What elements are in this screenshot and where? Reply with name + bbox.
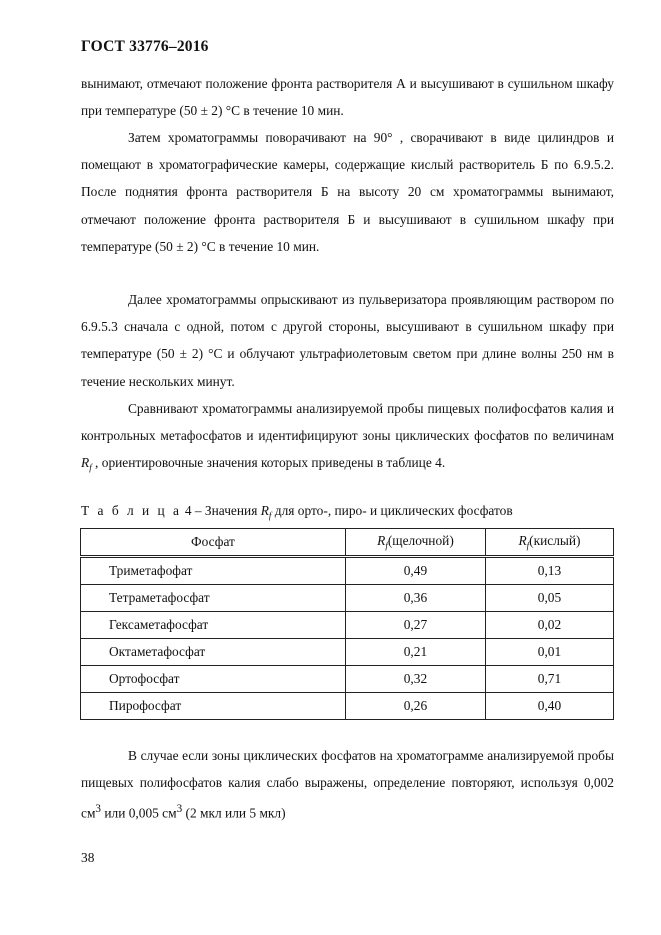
cell-phosphate-name: Пирофосфат	[81, 693, 346, 720]
cell-phosphate-name: Гексаметафосфат	[81, 612, 346, 639]
cell-rf-alkaline: 0,26	[345, 693, 485, 720]
table-caption-rf	[260, 503, 272, 521]
header-phosphate: Фосфат	[81, 529, 346, 557]
header-rf-alkaline	[345, 529, 485, 557]
table-caption	[81, 503, 513, 521]
cell-phosphate-name: Триметафофат	[81, 557, 346, 585]
cell-rf-alkaline: 0,27	[345, 612, 485, 639]
rf-letter: R	[377, 533, 386, 549]
table-row	[81, 666, 614, 693]
rf-subscript: f	[526, 540, 530, 551]
paragraph-5-text-mid: или 0,005 см	[101, 805, 177, 821]
rf-letter: R	[260, 503, 269, 518]
table-header-row	[81, 529, 614, 557]
paragraph-5	[81, 742, 614, 827]
page-number: 38	[81, 850, 95, 865]
header-acidic-label: (кислый)	[529, 533, 581, 549]
table-caption-number: 4 – Значения	[181, 503, 261, 518]
rf-symbol	[377, 533, 388, 551]
rf-letter: R	[518, 533, 527, 549]
paragraph-5-text-end: (2 мкл или 5 мкл)	[182, 805, 286, 821]
cell-phosphate-name: Тетраметафосфат	[81, 585, 346, 612]
cell-rf-alkaline: 0,49	[345, 557, 485, 585]
rf-symbol	[81, 455, 92, 474]
cell-rf-acidic: 0,40	[485, 693, 613, 720]
paragraph-5-text-start: В случае если зоны циклических фосфатов на хроматограмме анализируемой пробы пищевых полифосфатов калия слабо выражены, определение повторяют, используя 0,002 см	[81, 748, 614, 821]
cell-rf-alkaline: 0,32	[345, 666, 485, 693]
cell-rf-alkaline: 0,21	[345, 639, 485, 666]
paragraph-3: Далее хроматограммы опрыскивают из пульверизатора проявляющим раствором по 6.9.5.3 сначала с одной, потом с другой стороны, высушивают в сушильном шкафу при температуре (50 ± 2) °С и облучают ультрафиолетовым светом при длине волны 250 нм в течение нескольких минут.	[81, 292, 614, 389]
rf-subscript: f	[385, 540, 388, 551]
paragraph-4	[81, 395, 614, 482]
table-row	[81, 639, 614, 666]
table-row	[81, 693, 614, 720]
rf-symbol	[518, 533, 530, 551]
paragraph-1: вынимают, отмечают положение фронта растворителя А и высушивают в сушильном шкафу при температуре (50 ± 2) °С в течение 10 мин.	[81, 76, 614, 119]
table-caption-label: Т а б л и ц а	[81, 503, 182, 518]
table-caption-suffix: для орто-, пиро- и циклических фосфатов	[271, 503, 513, 518]
cell-phosphate-name: Ортофосфат	[81, 666, 346, 693]
superscript-cube: 3	[176, 803, 183, 816]
superscript-cube: 3	[95, 803, 101, 816]
standard-designation: ГОСТ 33776–2016	[81, 38, 209, 55]
cell-rf-acidic: 0,13	[485, 557, 613, 585]
rf-subscript: f	[268, 510, 272, 521]
table-row	[81, 585, 614, 612]
table-row	[81, 557, 614, 585]
paragraph-4-text-start: Сравнивают хроматограммы анализируемой пробы пищевых полифосфатов калия и контрольных метафосфатов и идентифицируют зоны циклических фосфатов по величинам	[81, 401, 614, 444]
paragraph-2: Затем хроматограммы поворачивают на 90° , сворачивают в виде цилиндров и помещают в хроматографические камеры, содержащие кислый растворитель Б по 6.9.5.2. После поднятия фронта растворителя Б на высоту 20 см хроматограммы вынимают, отмечают положение фронта растворителя Б и высушивают в сушильном шкафу при температуре (50 ± 2) °С в течение 10 мин.	[81, 130, 614, 254]
cell-rf-acidic: 0,05	[485, 585, 613, 612]
rf-letter: R	[81, 455, 90, 471]
rf-subscript: f	[89, 463, 92, 474]
cell-rf-acidic: 0,71	[485, 666, 613, 693]
rf-values-table	[80, 528, 614, 720]
header-alkaline-label: (щелочной)	[387, 533, 454, 549]
table-row	[81, 612, 614, 639]
cell-phosphate-name: Октаметафосфат	[81, 639, 346, 666]
paragraph-4-text-end: , ориентировочные значения которых приведены в таблице 4.	[91, 455, 446, 471]
cell-rf-alkaline: 0,36	[345, 585, 485, 612]
header-rf-acidic	[485, 529, 613, 557]
cell-rf-acidic: 0,02	[485, 612, 613, 639]
cell-rf-acidic: 0,01	[485, 639, 613, 666]
